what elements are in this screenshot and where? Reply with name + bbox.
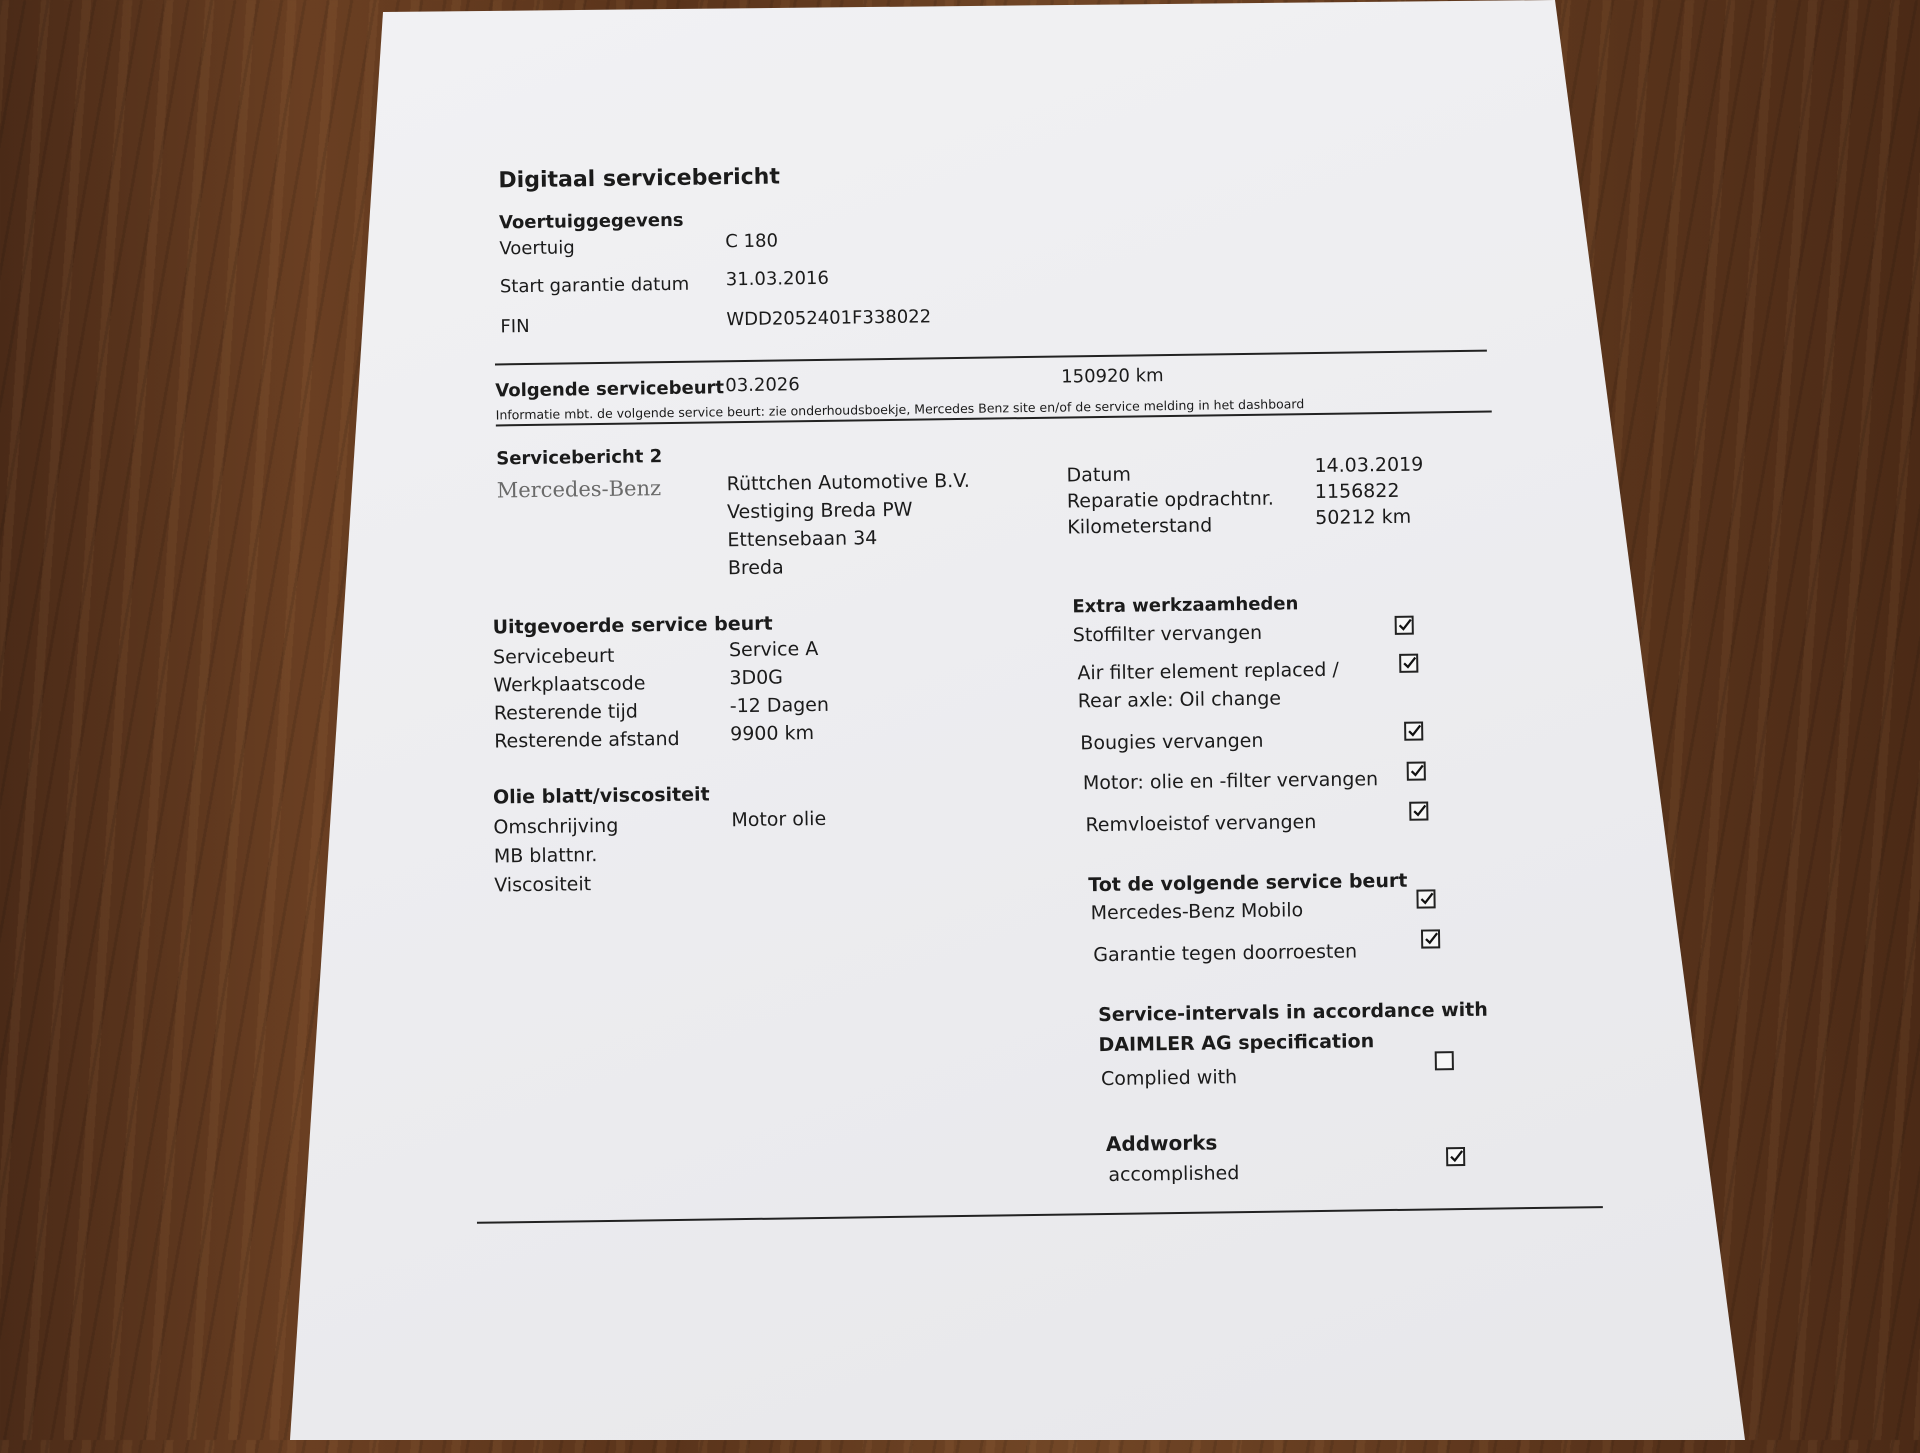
accomplished-checkbox xyxy=(1446,1147,1465,1166)
next-service-label: Volgende servicebeurt xyxy=(495,377,725,402)
extra-heading: Extra werkzaamheden xyxy=(1072,593,1299,618)
mileage-value: 50212 km xyxy=(1315,505,1412,530)
vehicle-label: Voertuig xyxy=(499,237,575,260)
extra-item-label: Bougies vervangen xyxy=(1080,729,1264,755)
performed-value: 3D0G xyxy=(729,666,784,690)
oil-label: Omschrijving xyxy=(493,814,619,839)
vehicle-heading: Voertuiggegevens xyxy=(498,209,684,234)
complied-with-label: Complied with xyxy=(1100,1066,1238,1091)
document-title: Digitaal servicebericht xyxy=(498,164,781,194)
oil-heading: Olie blatt/viscositeit xyxy=(492,783,710,809)
extra-item-label: Remvloeistof vervangen xyxy=(1085,811,1317,837)
next-service-date: 03.2026 xyxy=(725,374,800,397)
until-next-item-label: Garantie tegen doorroesten xyxy=(1093,940,1358,967)
extra-item-label: Stoffilter vervangen xyxy=(1072,621,1263,647)
mileage-label: Kilometerstand xyxy=(1067,514,1213,539)
extra-item-checkbox xyxy=(1409,801,1428,820)
until-next-item-checkbox xyxy=(1416,889,1435,908)
performed-heading: Uitgevoerde service beurt xyxy=(492,612,773,639)
intervals-heading: Service-intervals in accordance with xyxy=(1097,998,1488,1027)
extra-item-checkbox xyxy=(1399,654,1418,673)
next-service-info: Informatie mbt. de volgende service beurt: zie onderhoudsboekje, Mercedes Benz site en/of de service melding in het dashboard xyxy=(495,396,1305,423)
repair-order-value: 1156822 xyxy=(1314,479,1400,504)
extra-item-label: Rear axle: Oil change xyxy=(1077,687,1282,713)
performed-value: Service A xyxy=(728,637,819,662)
fin-value: WDD2052401F338022 xyxy=(726,306,932,331)
until-next-item-checkbox xyxy=(1421,929,1440,948)
until-next-item-label: Mercedes-Benz Mobilo xyxy=(1090,899,1304,925)
extra-item-label: Air filter element replaced / xyxy=(1077,658,1339,685)
dealer-branch: Vestiging Breda PW xyxy=(726,498,913,524)
report-heading: Servicebericht 2 xyxy=(496,446,663,470)
divider xyxy=(495,350,1487,366)
oil-value: Motor olie xyxy=(731,807,827,832)
warranty-start-value: 31.03.2016 xyxy=(725,267,830,291)
until-next-heading: Tot de volgende service beurt xyxy=(1088,869,1408,897)
extra-item-checkbox xyxy=(1395,616,1414,635)
date-label: Datum xyxy=(1066,463,1132,487)
date-value: 14.03.2019 xyxy=(1314,453,1424,478)
performed-value: -12 Dagen xyxy=(729,693,830,718)
fin-label: FIN xyxy=(500,315,530,338)
dealer-city: Breda xyxy=(727,556,784,580)
bottom-divider xyxy=(477,1206,1603,1224)
repair-order-label: Reparatie opdrachtnr. xyxy=(1066,487,1275,513)
warranty-start-label: Start garantie datum xyxy=(499,273,690,298)
dealer-street: Ettensebaan 34 xyxy=(727,527,878,552)
performed-value: 9900 km xyxy=(730,722,815,746)
extra-item-label: Motor: olie en -filter vervangen xyxy=(1082,768,1379,795)
intervals-heading-line2: DAIMLER AG specification xyxy=(1098,1030,1375,1057)
dealer-name: Rüttchen Automotive B.V. xyxy=(726,469,970,496)
performed-label: Servicebeurt xyxy=(492,644,615,669)
performed-label: Resterende afstand xyxy=(494,727,680,753)
addworks-heading: Addworks xyxy=(1105,1130,1218,1157)
performed-label: Resterende tijd xyxy=(493,700,639,725)
vehicle-value: C 180 xyxy=(725,230,779,253)
accomplished-label: accomplished xyxy=(1108,1162,1240,1186)
complied-with-checkbox xyxy=(1435,1051,1454,1070)
oil-label: Viscositeit xyxy=(494,873,592,897)
oil-label: MB blattnr. xyxy=(493,844,598,868)
next-service-km: 150920 km xyxy=(1061,365,1164,388)
brand-logo-text: Mercedes-Benz xyxy=(496,476,662,503)
extra-item-checkbox xyxy=(1404,722,1423,741)
performed-label: Werkplaatscode xyxy=(493,672,646,697)
extra-item-checkbox xyxy=(1407,762,1426,781)
